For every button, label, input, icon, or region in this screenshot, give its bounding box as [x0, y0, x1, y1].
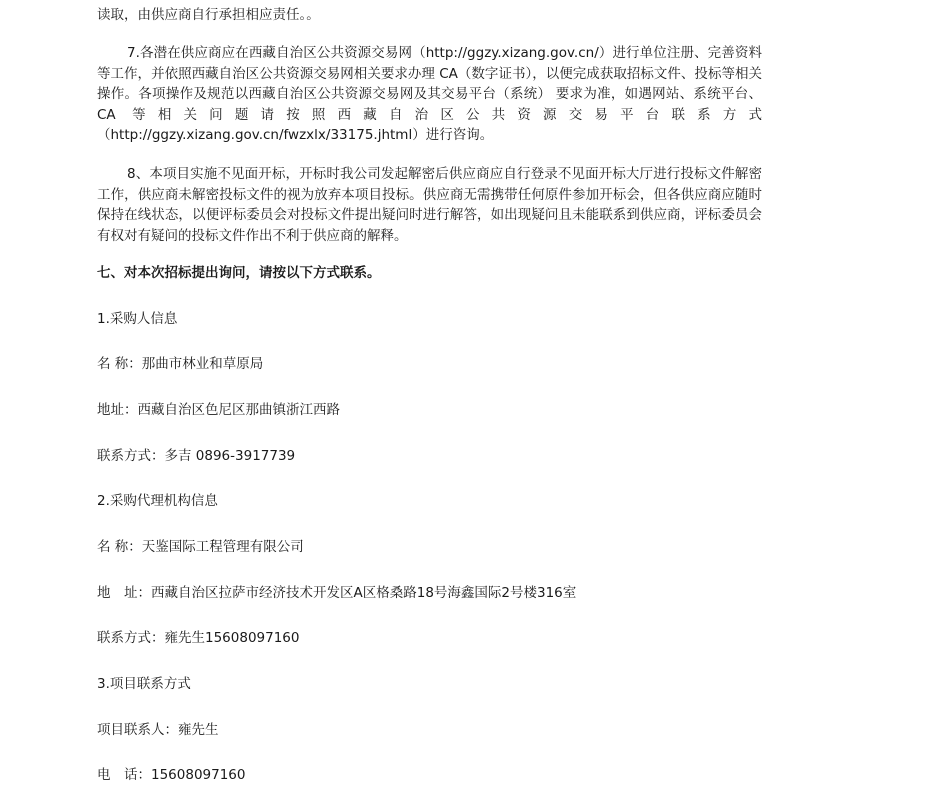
purchaser-address-label: 地址： — [97, 402, 138, 418]
purchaser-address-value: 西藏自治区色尼区那曲镇浙江西路 — [137, 402, 340, 418]
agency-name-row — [97, 537, 304, 557]
agency-address-row — [97, 583, 576, 603]
project-person-row — [97, 720, 219, 740]
agency-address-value: 西藏自治区拉萨市经济技术开发区A区格桑路18号海鑫国际2号楼316室 — [151, 585, 577, 601]
project-phone-label: 电 话： — [97, 767, 151, 783]
section-heading: 七、对本次招标提出询问，请按以下方式联系。 — [97, 265, 381, 281]
project-title: 3.项目联系方式 — [97, 676, 191, 692]
purchaser-name-value: 那曲市林业和草原局 — [141, 356, 264, 372]
purchaser-name-row — [97, 354, 263, 374]
agency-address-label: 地 址： — [97, 585, 151, 601]
purchaser-contact-row — [97, 446, 295, 466]
agency-title: 2.采购代理机构信息 — [97, 493, 218, 509]
project-person-value: 雍先生 — [178, 722, 219, 738]
purchaser-name-label: 名 称： — [97, 356, 142, 372]
purchaser-title: 1.采购人信息 — [97, 311, 178, 327]
paragraph-7: 7.各潜在供应商应在西藏自治区公共资源交易网（http://ggzy.xizang.gov.cn/）进行单位注册、完善资料等工作，并依照西藏自治区公共资源交易网相关要求办理 CA（数字证书），以便完成获取招标文件、投标等相关操作。各项操作及规范以西藏自治区公共资源交易网及其交易平台（系统） 要求为准，如遇网站、系统平台、CA 等相关问题请按照西藏自治区公共资源交易平台联系方式（http://ggzy.xizang.gov.cn/fwzxlx/33175.jhtml）进行咨询。 — [97, 45, 762, 143]
agency-contact-row — [97, 628, 299, 648]
agency-name-label: 名 称： — [97, 539, 142, 555]
agency-contact-value: 雍先生15608097160 — [164, 630, 300, 646]
intro-tail-text: 读取，由供应商自行承担相应责任。。 — [97, 7, 320, 23]
agency-contact-label: 联系方式： — [97, 630, 165, 646]
paragraph-8: 8、本项目实施不见面开标，开标时我公司发起解密后供应商应自行登录不见面开标大厅进行投标文件解密工作，供应商未解密投标文件的视为放弃本项目投标。供应商无需携带任何原件参加开标会，但各供应商应随时保持在线状态，以便评标委员会对投标文件提出疑问时进行解答，如出现疑问且未能联系到供应商，评标委员会有权对有疑问的投标文件作出不利于供应商的解释。 — [97, 166, 762, 244]
purchaser-address-row — [97, 400, 340, 420]
purchaser-contact-label: 联系方式： — [97, 448, 165, 464]
agency-name-value: 天鉴国际工程管理有限公司 — [141, 539, 304, 555]
project-phone-row — [97, 765, 245, 785]
purchaser-contact-value: 多吉 0896-3917739 — [164, 448, 296, 464]
project-person-label: 项目联系人： — [97, 722, 178, 738]
project-phone-value: 15608097160 — [151, 767, 246, 783]
